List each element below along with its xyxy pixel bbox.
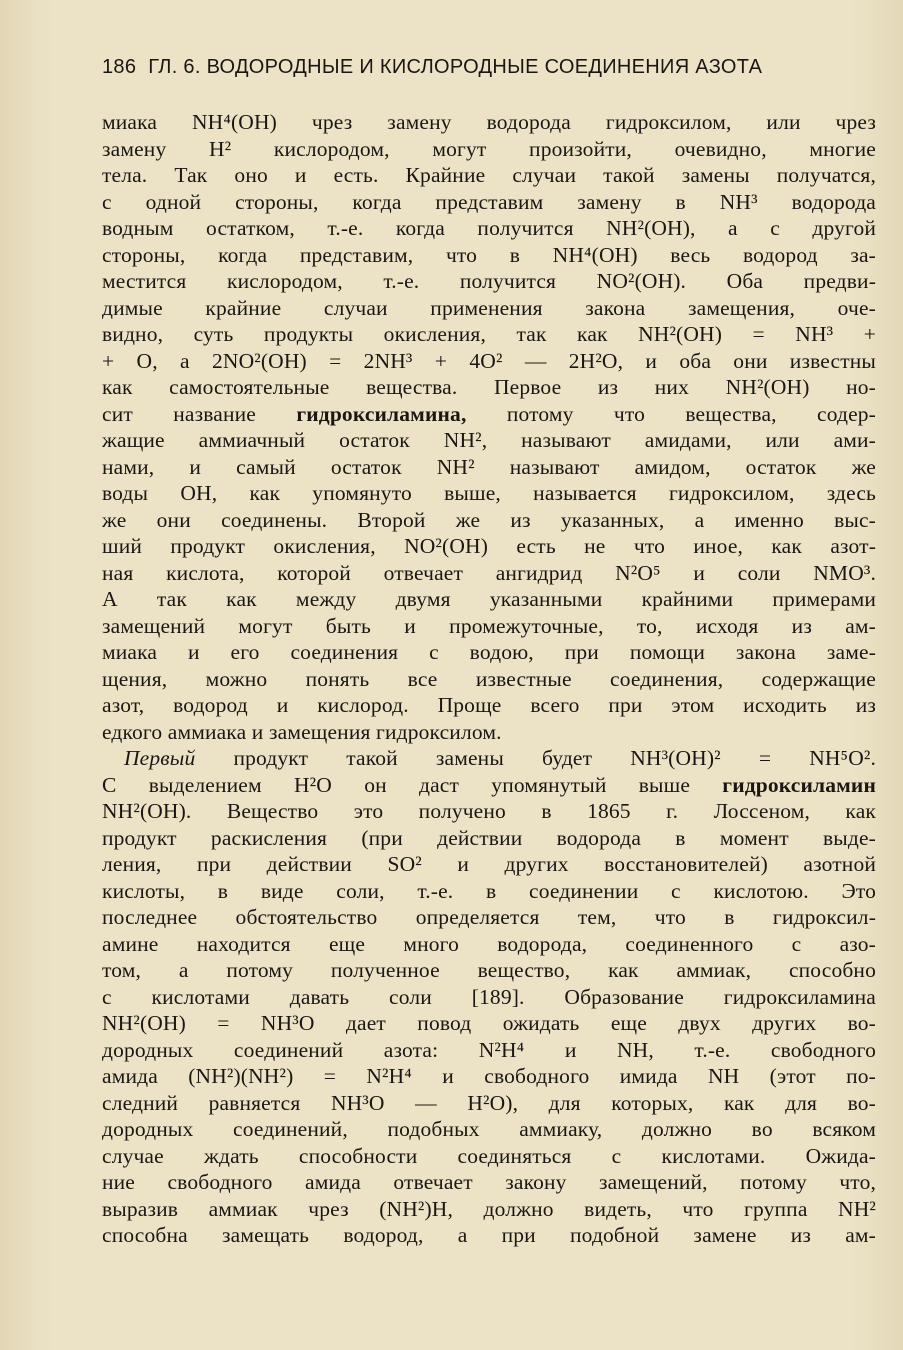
text-segment: ная кислота, которой отвечает ангидрид N²O⁵ и соли NMO³.	[102, 560, 876, 585]
text-segment: миака NH⁴(OH) чрез замену водорода гидроксилом, или чрез	[102, 110, 876, 134]
text-segment: азот, водород и кислород. Проще всего при этом исходить из	[102, 693, 876, 717]
text-segment: местится кислородом, т.-е. получится NO²(OH). Оба предви-	[102, 269, 876, 293]
text-line	[102, 825, 876, 852]
text-line	[102, 1143, 876, 1170]
text-line	[102, 692, 876, 719]
text-line	[102, 957, 876, 984]
text-line	[102, 295, 876, 322]
text-segment: продукт такой замены будет NH³(OH)² = NH⁵O².	[195, 746, 876, 770]
text-segment: водным остатком, т.-е. когда получится NH²(OH), а с другой	[102, 216, 876, 240]
text-line	[102, 613, 876, 640]
body-text	[102, 109, 876, 1249]
text-segment: сит название	[102, 401, 297, 426]
text-segment: кислоты, в виде соли, т.-е. в соединении с кислотою. Это	[102, 878, 876, 903]
text-line	[102, 162, 876, 189]
text-segment: нами, и самый остаток NH² называют амидом, остаток же	[102, 454, 876, 479]
text-segment: продукт раскисления (при действии водорода в момент выде-	[102, 825, 876, 850]
text-line	[102, 798, 876, 825]
page-number: 186	[102, 56, 137, 78]
running-head	[102, 56, 882, 79]
text-segment: NH²(OH) = NH³O дает повод ожидать еще двух других во-	[102, 1011, 876, 1035]
text-line	[102, 109, 876, 136]
text-segment: том, а потому полученное вещество, как аммиак, способно	[102, 958, 876, 982]
text-line	[102, 427, 876, 454]
text-segment: щения, можно понять все известные соединения, содержащие	[102, 666, 876, 691]
text-segment: А так как между двумя указанными крайними примерами	[102, 587, 876, 611]
text-segment: ления, при действии SO² и других восстановителей) азотной	[102, 852, 876, 876]
text-segment: замену H² кислородом, могут произойти, очевидно, многие	[102, 136, 876, 161]
text-segment: С выделением H²O он даст упомянутый выше	[102, 772, 723, 797]
text-line	[102, 878, 876, 905]
text-line	[102, 772, 876, 799]
text-segment: NH²(OH). Вещество это получено в 1865 г. Лоссеном, как	[102, 799, 876, 823]
text-line	[102, 374, 876, 401]
text-segment: же они соединены. Второй же из указанных, а именно выс-	[102, 507, 876, 532]
text-segment: замещений могут быть и промежуточные, то, исходя из ам-	[102, 613, 876, 638]
text-segment: потому что вещества, содер-	[466, 401, 876, 426]
text-segment: дородных соединений азота: N²H⁴ и NH, т.-е. свободного	[102, 1037, 876, 1062]
text-segment: миака и его соединения с водою, при помощи закона заме-	[102, 640, 876, 664]
text-line	[102, 480, 876, 507]
text-segment: дородных соединений, подобных аммиаку, должно во всяком	[102, 1117, 876, 1141]
text-line	[102, 1010, 876, 1037]
text-line	[102, 1169, 876, 1196]
text-line	[102, 666, 876, 693]
text-line	[102, 533, 876, 560]
text-segment: ние свободного амида отвечает закону замещений, потому что,	[102, 1170, 876, 1194]
bold-term: гидроксиламина,	[296, 401, 467, 426]
text-segment: жащие аммиачный остаток NH², называют амидами, или ами-	[102, 428, 876, 452]
bold-term: гидроксиламин	[722, 772, 876, 797]
text-line	[102, 189, 876, 216]
text-segment: последнее обстоятельство определяется тем, что в гидроксил-	[102, 905, 876, 929]
text-line	[102, 321, 876, 348]
text-segment: стороны, когда представим, что в NH⁴(OH) весь водород за-	[102, 242, 876, 267]
text-line	[102, 586, 876, 613]
text-line	[102, 1196, 876, 1223]
text-segment: случае ждать способности соединяться с кислотами. Ожида-	[102, 1143, 876, 1168]
text-line	[102, 268, 876, 295]
text-segment: + O, а 2NO²(OH) = 2NH³ + 4O² — 2H²O, и оба они известны	[102, 348, 876, 373]
text-segment: с кислотами давать соли [189]. Образование гидроксиламина	[102, 984, 876, 1009]
text-segment: ший продукт окисления, NO²(OH) есть не что иное, как азот-	[102, 534, 876, 558]
text-segment: едкого аммиака и замещения гидроксилом.	[102, 719, 502, 744]
italic-term: Первый	[124, 746, 196, 770]
text-line	[102, 1090, 876, 1117]
text-line	[102, 984, 876, 1011]
text-segment: как самостоятельные вещества. Первое из них NH²(OH) но-	[102, 375, 876, 399]
chapter-title: ГЛ. 6. ВОДОРОДНЫЕ И КИСЛОРОДНЫЕ СОЕДИНЕНИЯ АЗОТА	[148, 56, 763, 78]
text-line	[102, 348, 876, 375]
text-line	[102, 1116, 876, 1143]
text-line	[102, 1037, 876, 1064]
text-line	[102, 401, 876, 428]
text-segment: димые крайние случаи применения закона замещения, оче-	[102, 295, 876, 320]
text-line	[102, 931, 876, 958]
text-line	[102, 745, 876, 772]
text-segment: способна замещать водород, а при подобной замене из ам-	[102, 1223, 876, 1247]
text-segment: видно, суть продукты окисления, так как NH²(OH) = NH³ +	[102, 322, 876, 346]
text-segment: тела. Так оно и есть. Крайние случаи такой замены получатся,	[102, 163, 876, 187]
text-line	[102, 242, 876, 269]
text-line	[102, 215, 876, 242]
text-line	[102, 136, 876, 163]
text-segment: с одной стороны, когда представим замену в NH³ водорода	[102, 189, 876, 214]
text-line	[102, 851, 876, 878]
text-line	[102, 719, 876, 746]
text-segment: амида (NH²)(NH²) = N²H⁴ и свободного имида NH (этот по-	[102, 1064, 876, 1088]
text-line	[102, 639, 876, 666]
text-segment: воды OH, как упомянуто выше, называется гидроксилом, здесь	[102, 481, 876, 505]
text-line	[102, 1222, 876, 1249]
text-segment: амине находится еще много водорода, соединенного с азо-	[102, 931, 876, 956]
text-line	[102, 560, 876, 587]
text-line	[102, 507, 876, 534]
text-line	[102, 454, 876, 481]
text-line	[102, 904, 876, 931]
text-line	[102, 1063, 876, 1090]
text-segment: выразив аммиак чрез (NH²)H, должно видеть, что группа NH²	[102, 1196, 876, 1221]
text-segment: следний равняется NH³O — H²O), для которых, как для во-	[102, 1090, 876, 1115]
